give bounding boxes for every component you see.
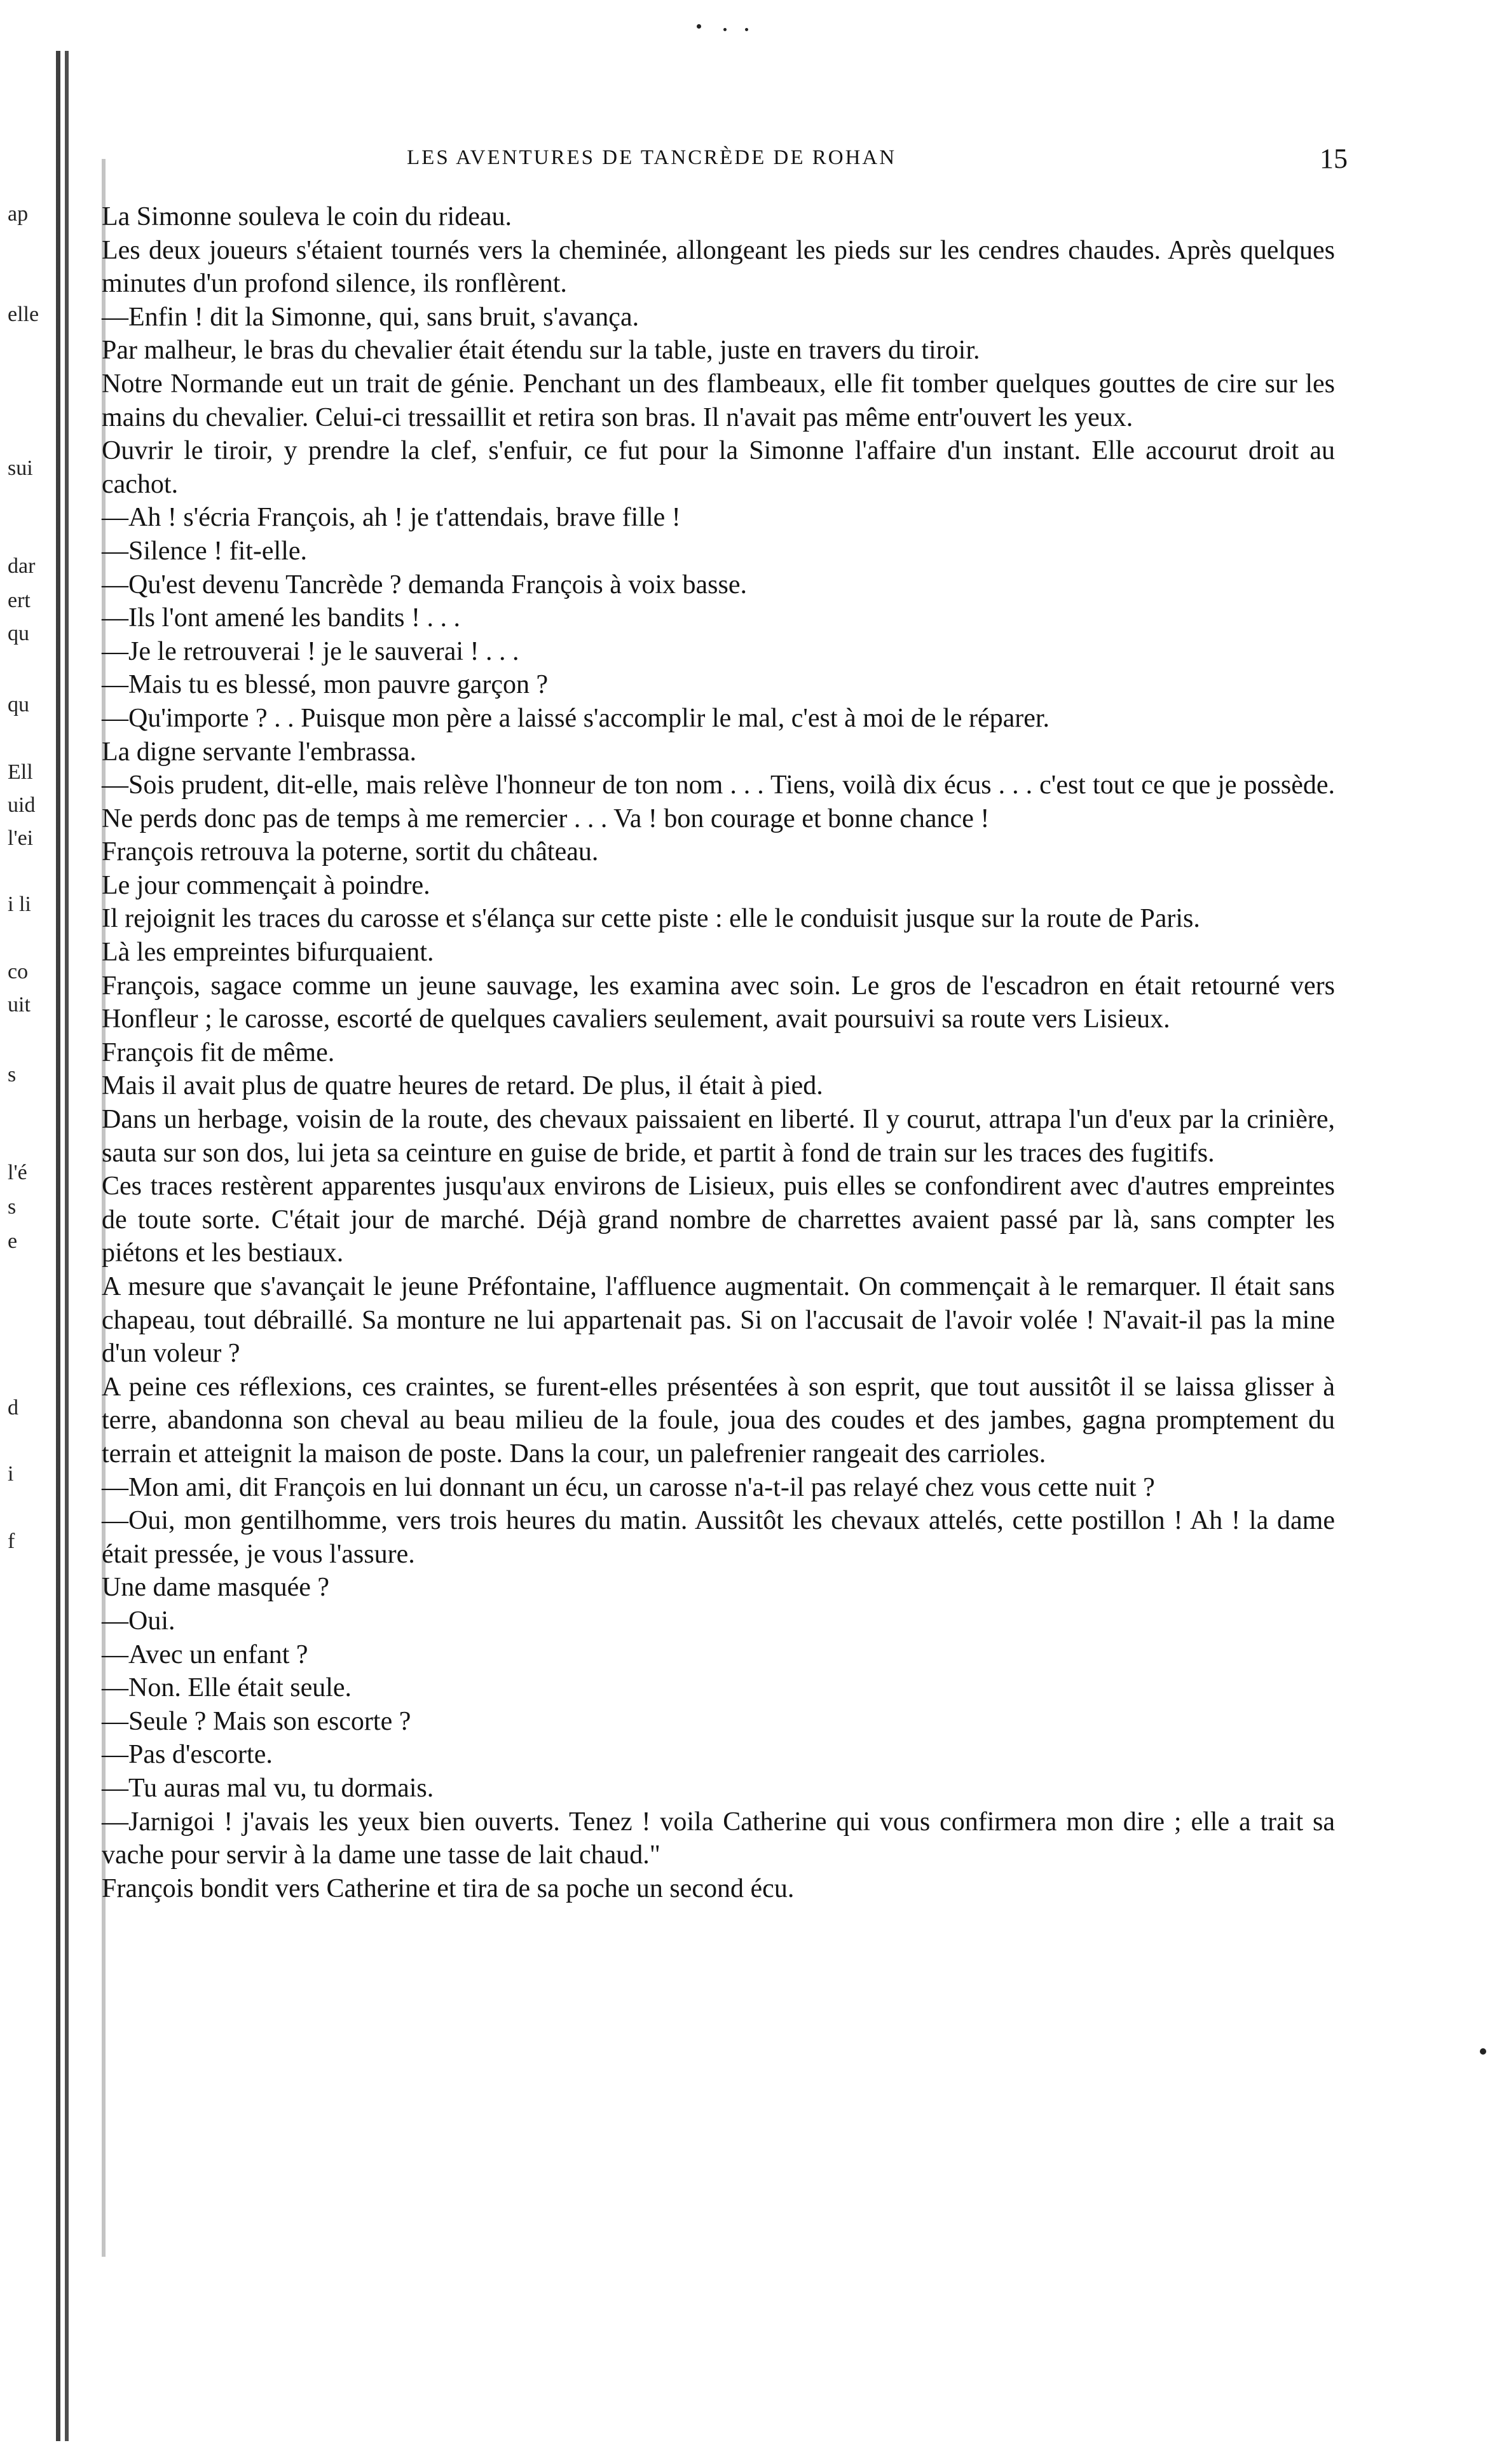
margin-fragment: qu [8, 693, 29, 716]
paragraph: —Silence ! fit-elle. [102, 536, 308, 566]
margin-fragment: ert [8, 589, 31, 612]
page-header [102, 143, 1348, 184]
paragraph: François fit de même. [102, 1037, 335, 1067]
margin-fragment: co [8, 960, 29, 983]
margin-fragment: uid [8, 793, 36, 817]
margin-fragment: i [8, 1462, 14, 1486]
margin-fragment: s [8, 1063, 17, 1086]
paragraph: Le jour commençait à poindre. [102, 870, 430, 900]
paragraph: —Oui. [102, 1606, 175, 1636]
paragraph: François, sagace comme un jeune sauvage, les examina avec soin. Le gros de l'escadron en était retourné vers Honfleur ; le carosse, escorté de quelques cavaliers seulement, avait poursuivi sa route vers Lisieux. [102, 971, 1335, 1034]
paragraph: —Jarnigoi ! j'avais les yeux bien ouverts. Tenez ! voila Catherine qui vous confirmera mon dire ; elle a trait sa vache pour servir à la dame une tasse de lait chaud." [102, 1807, 1335, 1870]
ink-speck [697, 24, 701, 29]
margin-fragment: qu [8, 622, 29, 645]
paragraph: A mesure que s'avançait le jeune Préfontaine, l'affluence augmentait. On commençait à le remarquer. Il était sans chapeau, tout débraillé. Sa monture ne lui appartenait pas. Si on l'accusait de l'avoir volée ! N'avait-il pas la mine d'un voleur ? [102, 1272, 1335, 1369]
paragraph: —Seule ? Mais son escorte ? [102, 1706, 411, 1736]
margin-fragment: f [8, 1530, 15, 1553]
paragraph: —Je le retrouverai ! je le sauverai ! . . . [102, 636, 519, 666]
paragraph: —Mon ami, dit François en lui donnant un écu, un carosse n'a-t-il pas relayé chez vous cette nuit ? [102, 1472, 1155, 1502]
paragraph: —Ils l'ont amené les bandits ! . . . [102, 603, 460, 633]
ink-speck [745, 28, 748, 31]
paragraph: François bondit vers Catherine et tira de sa poche un second écu. [102, 1873, 795, 1903]
paragraph: Notre Normande eut un trait de génie. Penchant un des flambeaux, elle fit tomber quelques gouttes de cire sur les mains du chevalier. Celui-ci tressaillit et retira son bras. Il n'avait pas même entr'ouvert les yeux. [102, 369, 1335, 432]
margin-fragment: e [8, 1229, 18, 1253]
paragraph: —Ah ! s'écria François, ah ! je t'attendais, brave fille ! [102, 503, 681, 533]
margin-fragment: sui [8, 456, 33, 480]
body-text [102, 200, 1335, 1905]
paragraph: —Qu'importe ? . . Puisque mon père a laissé s'accomplir le mal, c'est à moi de le réparer. [102, 703, 1050, 733]
margin-fragment: d [8, 1396, 18, 1420]
page-number: 15 [1320, 143, 1348, 174]
paragraph: La digne servante l'embrassa. [102, 737, 417, 767]
margin-fragment: i li [8, 893, 31, 916]
paragraph: Par malheur, le bras du chevalier était étendu sur la table, juste en travers du tiroir. [102, 336, 980, 366]
paragraph: Une dame masquée ? [102, 1573, 330, 1603]
paragraph: —Enfin ! dit la Simonne, qui, sans bruit, s'avança. [102, 302, 639, 332]
margin-fragment: l'ei [8, 826, 34, 850]
paragraph: —Tu auras mal vu, tu dormais. [102, 1773, 434, 1803]
left-margin-fragments [0, 0, 95, 2464]
paragraph: —Pas d'escorte. [102, 1740, 273, 1770]
running-title: LES AVENTURES DE TANCRÈDE DE ROHAN [407, 146, 897, 169]
paragraph: Il rejoignit les traces du carosse et s'élança sur cette piste : elle le conduisit jusque sur la route de Paris. [102, 904, 1200, 934]
ink-speck [1480, 2048, 1486, 2055]
margin-fragment: dar [8, 554, 36, 578]
paragraph: A peine ces réflexions, ces craintes, se furent-elles présentées à son esprit, que tout aussitôt il se laissa glisser à terre, abandonna son cheval au beau milieu de la foule, joua des coudes et des jambes, gagna promptement du terrain et atteignit la maison de poste. Dans la cour, un palefrenier rangeait des carrioles. [102, 1372, 1335, 1468]
paragraph: Dans un herbage, voisin de la route, des chevaux paissaient en liberté. Il y courut, attrapa l'un d'eux par la crinière, sauta sur son dos, lui jeta sa ceinture en guise de bride, et partit à fond de train sur les traces des fugitifs. [102, 1105, 1335, 1168]
paragraph: —Non. Elle était seule. [102, 1673, 352, 1703]
margin-fragment: l'é [8, 1161, 27, 1184]
paragraph: Mais il avait plus de quatre heures de retard. De plus, il était à pied. [102, 1071, 823, 1101]
paragraph: Ouvrir le tiroir, y prendre la clef, s'enfuir, ce fut pour la Simonne l'affaire d'un instant. Elle accourut droit au cachot. [102, 436, 1335, 499]
ink-speck [723, 28, 727, 31]
paragraph: —Qu'est devenu Tancrède ? demanda François à voix basse. [102, 570, 748, 599]
margin-fragment: Ell [8, 760, 33, 784]
paragraph: Là les empreintes bifurquaient. [102, 938, 434, 968]
paragraph: —Oui, mon gentilhomme, vers trois heures du matin. Aussitôt les chevaux attelés, cette postillon ! Ah ! la dame était pressée, je vous l'assure. [102, 1506, 1335, 1569]
paragraph: —Avec un enfant ? [102, 1639, 308, 1669]
margin-fragment: s [8, 1195, 17, 1219]
margin-fragment: ap [8, 202, 29, 226]
paragraph: Ces traces restèrent apparentes jusqu'aux environs de Lisieux, puis elles se confondirent avec d'autres empreintes de toute sorte. C'était jour de marché. Déjà grand nombre de charrettes avaient passé par là, sans compter les piétons et les bestiaux. [102, 1172, 1335, 1268]
margin-fragment: elle [8, 303, 39, 326]
paragraph: François retrouva la poterne, sortit du château. [102, 837, 599, 867]
paragraph: La Simonne souleva le coin du rideau. [102, 202, 512, 231]
paragraph: —Sois prudent, dit-elle, mais relève l'honneur de ton nom . . . Tiens, voilà dix écus . . . c'est tout ce que je possède. Ne perds donc pas de temps à me remercier . . . Va ! bon courage et bonne chance ! [102, 770, 1335, 833]
margin-fragment: uit [8, 993, 31, 1016]
paragraph: Les deux joueurs s'étaient tournés vers la cheminée, allongeant les pieds sur les cendres chaudes. Après quelques minutes d'un profond silence, ils ronflèrent. [102, 235, 1335, 299]
paragraph: —Mais tu es blessé, mon pauvre garçon ? [102, 670, 549, 700]
